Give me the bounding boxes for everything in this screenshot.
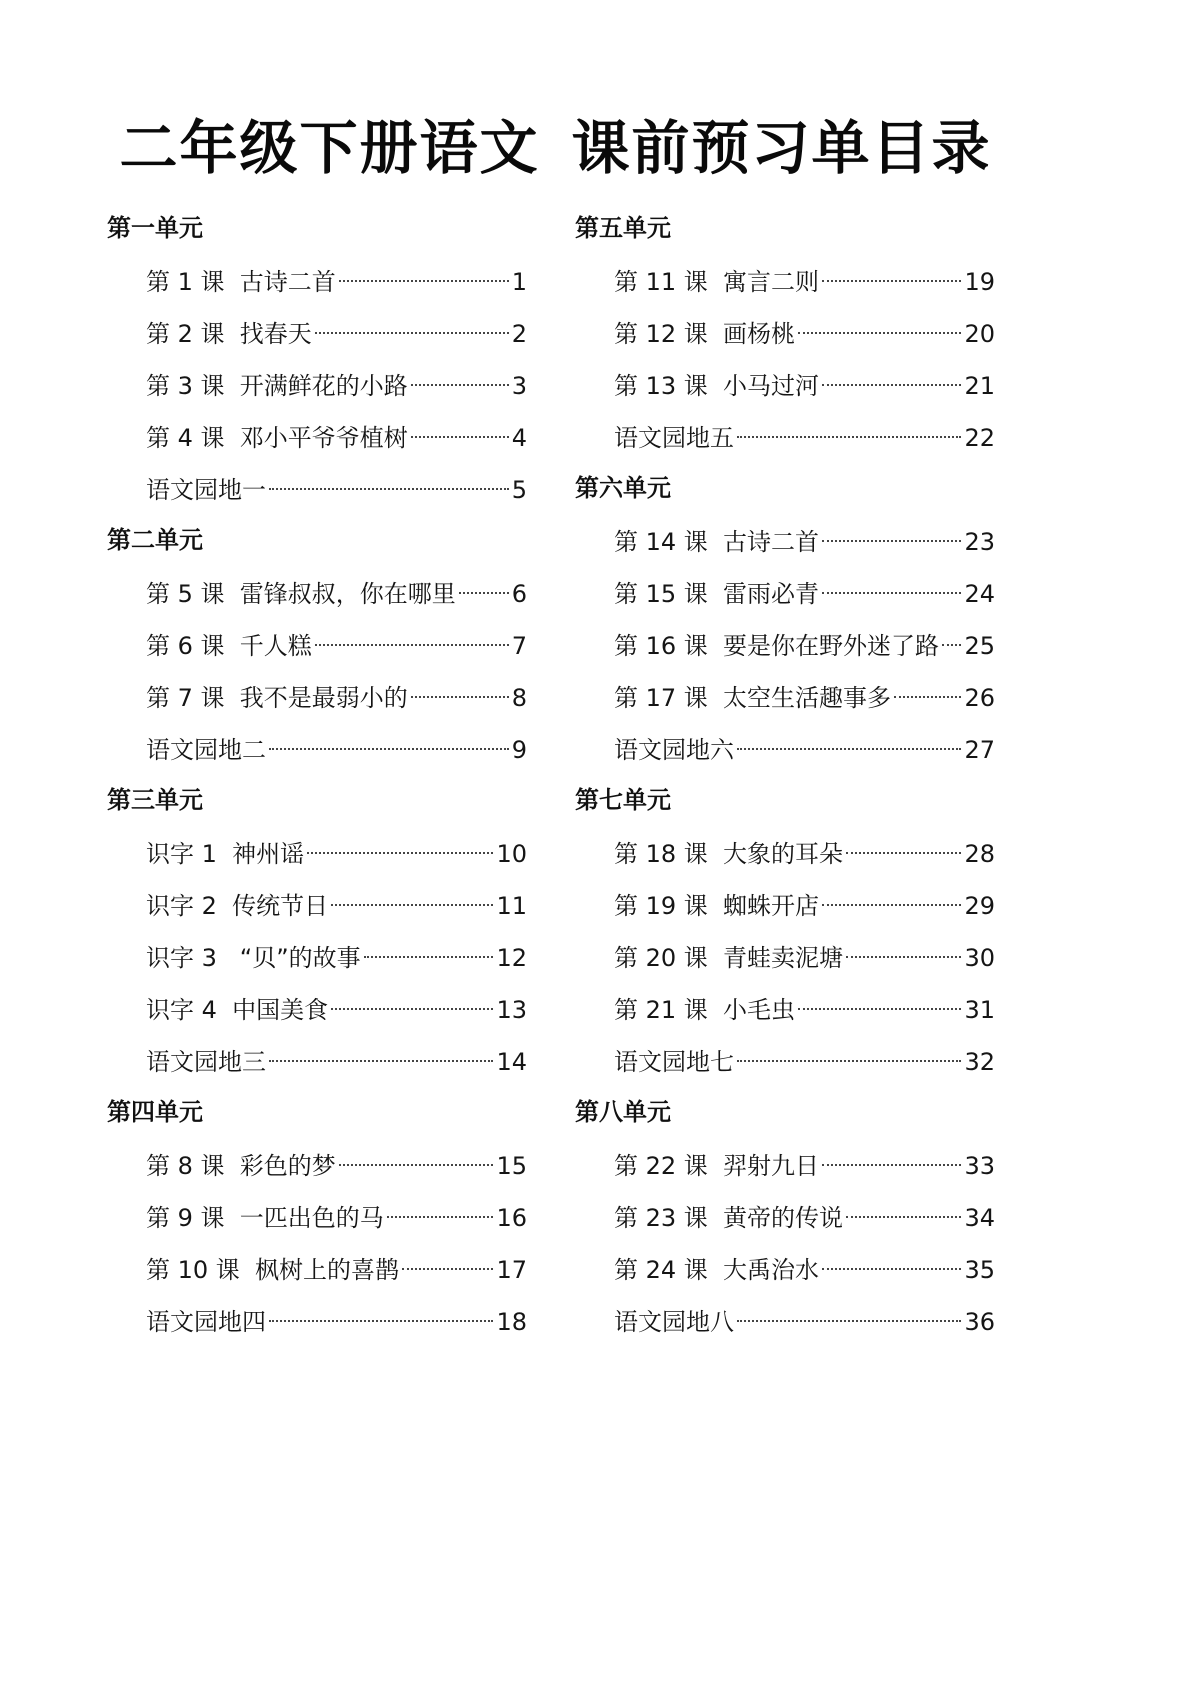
page-number: 4	[511, 424, 527, 452]
entry-label: 第 2 课 找春天	[146, 320, 312, 348]
toc-entry[interactable]	[614, 570, 995, 622]
page-title	[0, 108, 1111, 188]
entry-label: 第 23 课 黄帝的传说	[614, 1204, 844, 1232]
toc-entry[interactable]	[146, 1298, 527, 1350]
page-number: 13	[496, 996, 527, 1024]
toc-entry[interactable]	[614, 986, 995, 1038]
entry-label: 识字 1 神州谣	[146, 840, 305, 868]
toc-entry[interactable]	[146, 570, 527, 622]
toc-entry[interactable]	[614, 1142, 995, 1194]
dot-leader	[737, 1320, 961, 1322]
page-number: 20	[964, 320, 995, 348]
dot-leader	[269, 748, 509, 750]
entry-label: 语文园地七	[614, 1048, 734, 1076]
dot-leader	[822, 1268, 961, 1270]
toc-entry[interactable]	[146, 622, 527, 674]
toc-entry[interactable]	[614, 1194, 995, 1246]
page-number: 28	[964, 840, 995, 868]
entry-label: 语文园地六	[614, 736, 734, 764]
page-number: 2	[511, 320, 527, 348]
toc-entry[interactable]	[146, 1194, 527, 1246]
toc-entry[interactable]	[614, 1038, 995, 1090]
page-number: 21	[964, 372, 995, 400]
entry-label: 语文园地四	[146, 1308, 266, 1336]
entry-label: 第 13 课 小马过河	[614, 372, 820, 400]
dot-leader	[822, 280, 961, 282]
toc-entry[interactable]	[146, 1038, 527, 1090]
unit-heading: 第五单元	[575, 214, 671, 242]
dot-leader	[846, 1216, 961, 1218]
page-number: 11	[496, 892, 527, 920]
toc-entry[interactable]	[614, 622, 995, 674]
unit-heading: 第一单元	[107, 214, 203, 242]
page-number: 31	[964, 996, 995, 1024]
page-number: 26	[964, 684, 995, 712]
dot-leader	[822, 592, 961, 594]
unit-heading: 第三单元	[107, 786, 203, 814]
toc-entry[interactable]	[614, 674, 995, 726]
toc-entry[interactable]	[614, 882, 995, 934]
page-number: 19	[964, 268, 995, 296]
dot-leader	[331, 1008, 493, 1010]
page-number: 18	[496, 1308, 527, 1336]
toc-entry[interactable]	[614, 1246, 995, 1298]
toc-entry[interactable]	[146, 882, 527, 934]
dot-leader	[364, 956, 494, 958]
entry-label: 第 21 课 小毛虫	[614, 996, 796, 1024]
toc-entry[interactable]	[146, 1246, 527, 1298]
toc-entry[interactable]	[146, 362, 527, 414]
toc-entry[interactable]	[614, 414, 995, 466]
dot-leader	[822, 540, 961, 542]
entry-label: 第 19 课 蜘蛛开店	[614, 892, 820, 920]
dot-leader	[846, 852, 961, 854]
page-number: 15	[496, 1152, 527, 1180]
page-number: 16	[496, 1204, 527, 1232]
entry-label: 语文园地一	[146, 476, 266, 504]
title-toc: 课前预习单目录	[571, 114, 992, 182]
toc-entry[interactable]	[614, 258, 995, 310]
unit-heading: 第七单元	[575, 786, 671, 814]
entry-label: 第 4 课 邓小平爷爷植树	[146, 424, 408, 452]
page-number: 22	[964, 424, 995, 452]
entry-label: 第 12 课 画杨桃	[614, 320, 796, 348]
entry-label: 第 16 课 要是你在野外迷了路	[614, 632, 940, 660]
toc-entry[interactable]	[146, 1142, 527, 1194]
dot-leader	[387, 1216, 494, 1218]
entry-label: 第 10 课 枫树上的喜鹊	[146, 1256, 400, 1284]
page-number: 36	[964, 1308, 995, 1336]
dot-leader	[942, 644, 961, 646]
dot-leader	[331, 904, 493, 906]
toc-entry[interactable]	[614, 1298, 995, 1350]
dot-leader	[402, 1268, 493, 1270]
entry-label: 第 6 课 千人糕	[146, 632, 312, 660]
dot-leader	[798, 1008, 961, 1010]
entry-label: 第 1 课 古诗二首	[146, 268, 336, 296]
toc-entry[interactable]	[614, 518, 995, 570]
page-number: 9	[511, 736, 527, 764]
toc-left-column	[107, 206, 527, 1350]
toc-entry[interactable]	[614, 726, 995, 778]
dot-leader	[822, 384, 961, 386]
entry-label: 语文园地八	[614, 1308, 734, 1336]
entry-label: 第 24 课 大禹治水	[614, 1256, 820, 1284]
dot-leader	[737, 1060, 961, 1062]
entry-label: 识字 2 传统节日	[146, 892, 329, 920]
page-number: 12	[496, 944, 527, 972]
toc-right-column	[575, 206, 995, 1350]
page-number: 27	[964, 736, 995, 764]
page-number: 23	[964, 528, 995, 556]
dot-leader	[269, 1060, 493, 1062]
entry-label: 第 17 课 太空生活趣事多	[614, 684, 892, 712]
dot-leader	[315, 332, 509, 334]
unit-heading: 第四单元	[107, 1098, 203, 1126]
page-number: 24	[964, 580, 995, 608]
entry-label: 第 11 课 寓言二则	[614, 268, 820, 296]
toc-entry[interactable]	[614, 934, 995, 986]
entry-label: 第 8 课 彩色的梦	[146, 1152, 336, 1180]
unit-heading: 第六单元	[575, 474, 671, 502]
page-number: 10	[496, 840, 527, 868]
dot-leader	[822, 904, 961, 906]
toc-entry[interactable]	[146, 258, 527, 310]
entry-label: 识字 4 中国美食	[146, 996, 329, 1024]
dot-leader	[307, 852, 493, 854]
dot-leader	[315, 644, 509, 646]
dot-leader	[411, 436, 509, 438]
entry-label: 语文园地五	[614, 424, 734, 452]
entry-label: 第 18 课 大象的耳朵	[614, 840, 844, 868]
toc-entry[interactable]	[146, 934, 527, 986]
dot-leader	[459, 592, 509, 594]
entry-label: 第 3 课 开满鲜花的小路	[146, 372, 408, 400]
toc-entry[interactable]	[146, 310, 527, 362]
page-number: 25	[964, 632, 995, 660]
unit-heading: 第八单元	[575, 1098, 671, 1126]
entry-label: 第 5 课 雷锋叔叔，你在哪里	[146, 580, 456, 608]
entry-label: 第 15 课 雷雨必青	[614, 580, 820, 608]
page-number: 34	[964, 1204, 995, 1232]
entry-label: 语文园地二	[146, 736, 266, 764]
entry-label: 第 20 课 青蛙卖泥塘	[614, 944, 844, 972]
toc-entry[interactable]	[146, 466, 527, 518]
entry-label: 语文园地三	[146, 1048, 266, 1076]
dot-leader	[737, 748, 961, 750]
dot-leader	[411, 696, 509, 698]
dot-leader	[339, 1164, 494, 1166]
dot-leader	[339, 280, 509, 282]
page-number: 7	[511, 632, 527, 660]
entry-label: 识字 3 “贝”的故事	[146, 944, 361, 972]
page-number: 8	[511, 684, 527, 712]
dot-leader	[822, 1164, 961, 1166]
toc-entry[interactable]	[146, 674, 527, 726]
page-number: 35	[964, 1256, 995, 1284]
dot-leader	[269, 1320, 493, 1322]
dot-leader	[798, 332, 961, 334]
toc-entry[interactable]	[614, 830, 995, 882]
entry-label: 第 22 课 羿射九日	[614, 1152, 820, 1180]
toc-entry[interactable]	[146, 986, 527, 1038]
page-number: 33	[964, 1152, 995, 1180]
page-number: 30	[964, 944, 995, 972]
toc-entry[interactable]	[146, 414, 527, 466]
unit-heading: 第二单元	[107, 526, 203, 554]
entry-label: 第 14 课 古诗二首	[614, 528, 820, 556]
toc-entry[interactable]	[614, 362, 995, 414]
dot-leader	[411, 384, 509, 386]
title-grade-subject: 二年级下册语文	[119, 114, 540, 182]
dot-leader	[269, 488, 509, 490]
page-number: 1	[511, 268, 527, 296]
toc-entry[interactable]	[146, 726, 527, 778]
toc-entry[interactable]	[146, 830, 527, 882]
page-number: 5	[511, 476, 527, 504]
dot-leader	[894, 696, 961, 698]
toc-entry[interactable]	[614, 310, 995, 362]
page-number: 14	[496, 1048, 527, 1076]
dot-leader	[846, 956, 961, 958]
dot-leader	[737, 436, 961, 438]
entry-label: 第 7 课 我不是最弱小的	[146, 684, 408, 712]
page-number: 32	[964, 1048, 995, 1076]
page-number: 17	[496, 1256, 527, 1284]
page-number: 3	[511, 372, 527, 400]
entry-label: 第 9 课 一匹出色的马	[146, 1204, 384, 1232]
page-number: 6	[511, 580, 527, 608]
page-number: 29	[964, 892, 995, 920]
